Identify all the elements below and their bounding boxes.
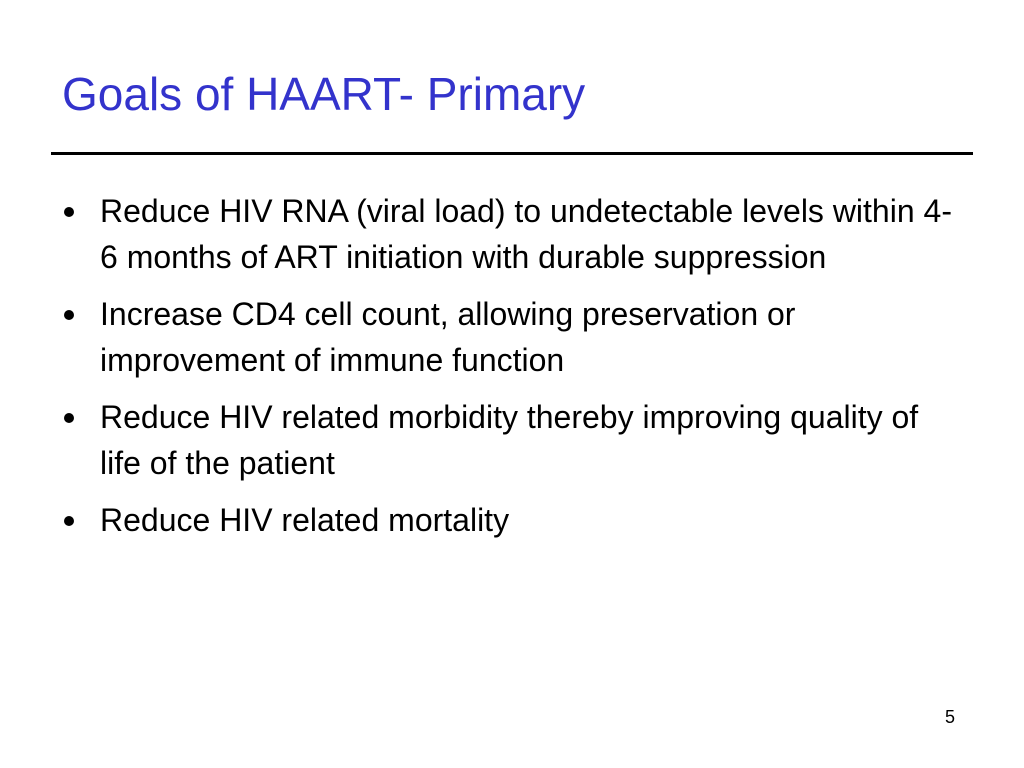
bullet-item: [62, 291, 962, 383]
bullet-dot-icon: [64, 413, 74, 423]
bullet-text: Increase CD4 cell count, allowing preservation or improvement of immune function: [100, 296, 796, 378]
bullet-dot-icon: [64, 207, 74, 217]
page-number: 5: [945, 707, 956, 727]
bullet-text: Reduce HIV RNA (viral load) to undetectable levels within 4-6 months of ART initiation with durable suppression: [100, 193, 952, 275]
bullet-text: Reduce HIV related morbidity thereby improving quality of life of the patient: [100, 399, 919, 481]
slide-title: Goals of HAART- Primary: [62, 68, 586, 120]
bullet-item: [62, 188, 962, 280]
bullet-text: Reduce HIV related mortality: [100, 502, 510, 538]
bullet-item: [62, 394, 962, 486]
bullet-list: [62, 188, 962, 554]
bullet-dot-icon: [64, 310, 74, 320]
bullet-item: [62, 497, 962, 543]
title-divider: [51, 152, 973, 155]
bullet-dot-icon: [64, 516, 74, 526]
